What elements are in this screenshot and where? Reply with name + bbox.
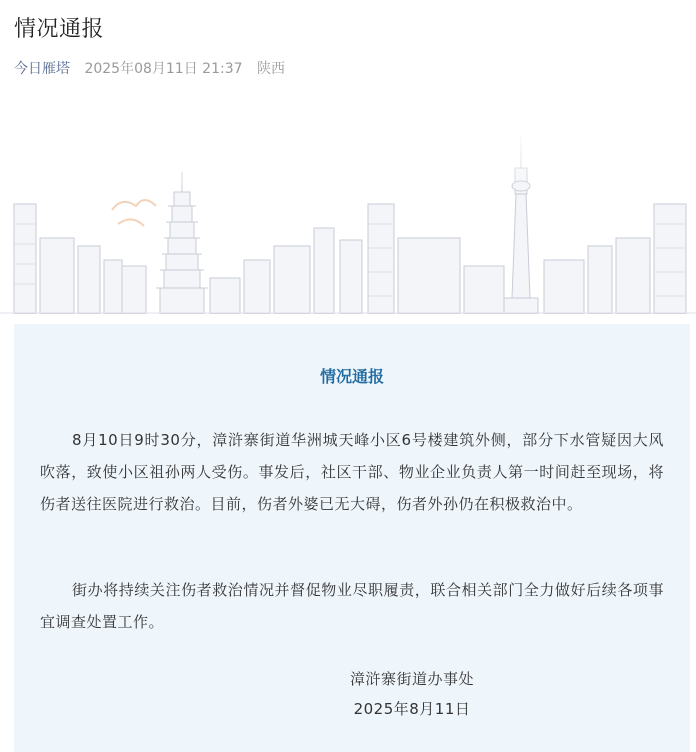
signature-org: 漳浒寨街道办事处	[349, 670, 474, 688]
article-title: 情况通报	[14, 17, 105, 42]
account-name-link[interactable]: 今日雁塔	[14, 61, 70, 77]
publish-location: 陕西	[256, 61, 285, 77]
city-skyline-illustration	[0, 128, 696, 314]
notice-heading: 情况通报	[319, 367, 384, 386]
notice-paragraph: 街办将持续关注伤者救治情况并督促物业尽职履责，联合相关部门全力做好后续各项事宜调查处置工作。	[40, 581, 664, 631]
article-meta	[14, 58, 285, 80]
signature-date: 2025年8月11日	[353, 700, 471, 718]
publish-date: 2025年08月11日 21:37	[84, 61, 243, 77]
notice-paragraph: 8月10日9时30分，漳浒寨街道华洲城天峰小区6号楼建筑外侧，部分下水管疑因大风吹落，致使小区祖孙两人受伤。事发后，社区干部、物业企业负责人第一时间赶至现场，将伤者送往医院进行救治。目前，伤者外婆已无大碍，伤者外孙仍在积极救治中。	[40, 431, 664, 513]
